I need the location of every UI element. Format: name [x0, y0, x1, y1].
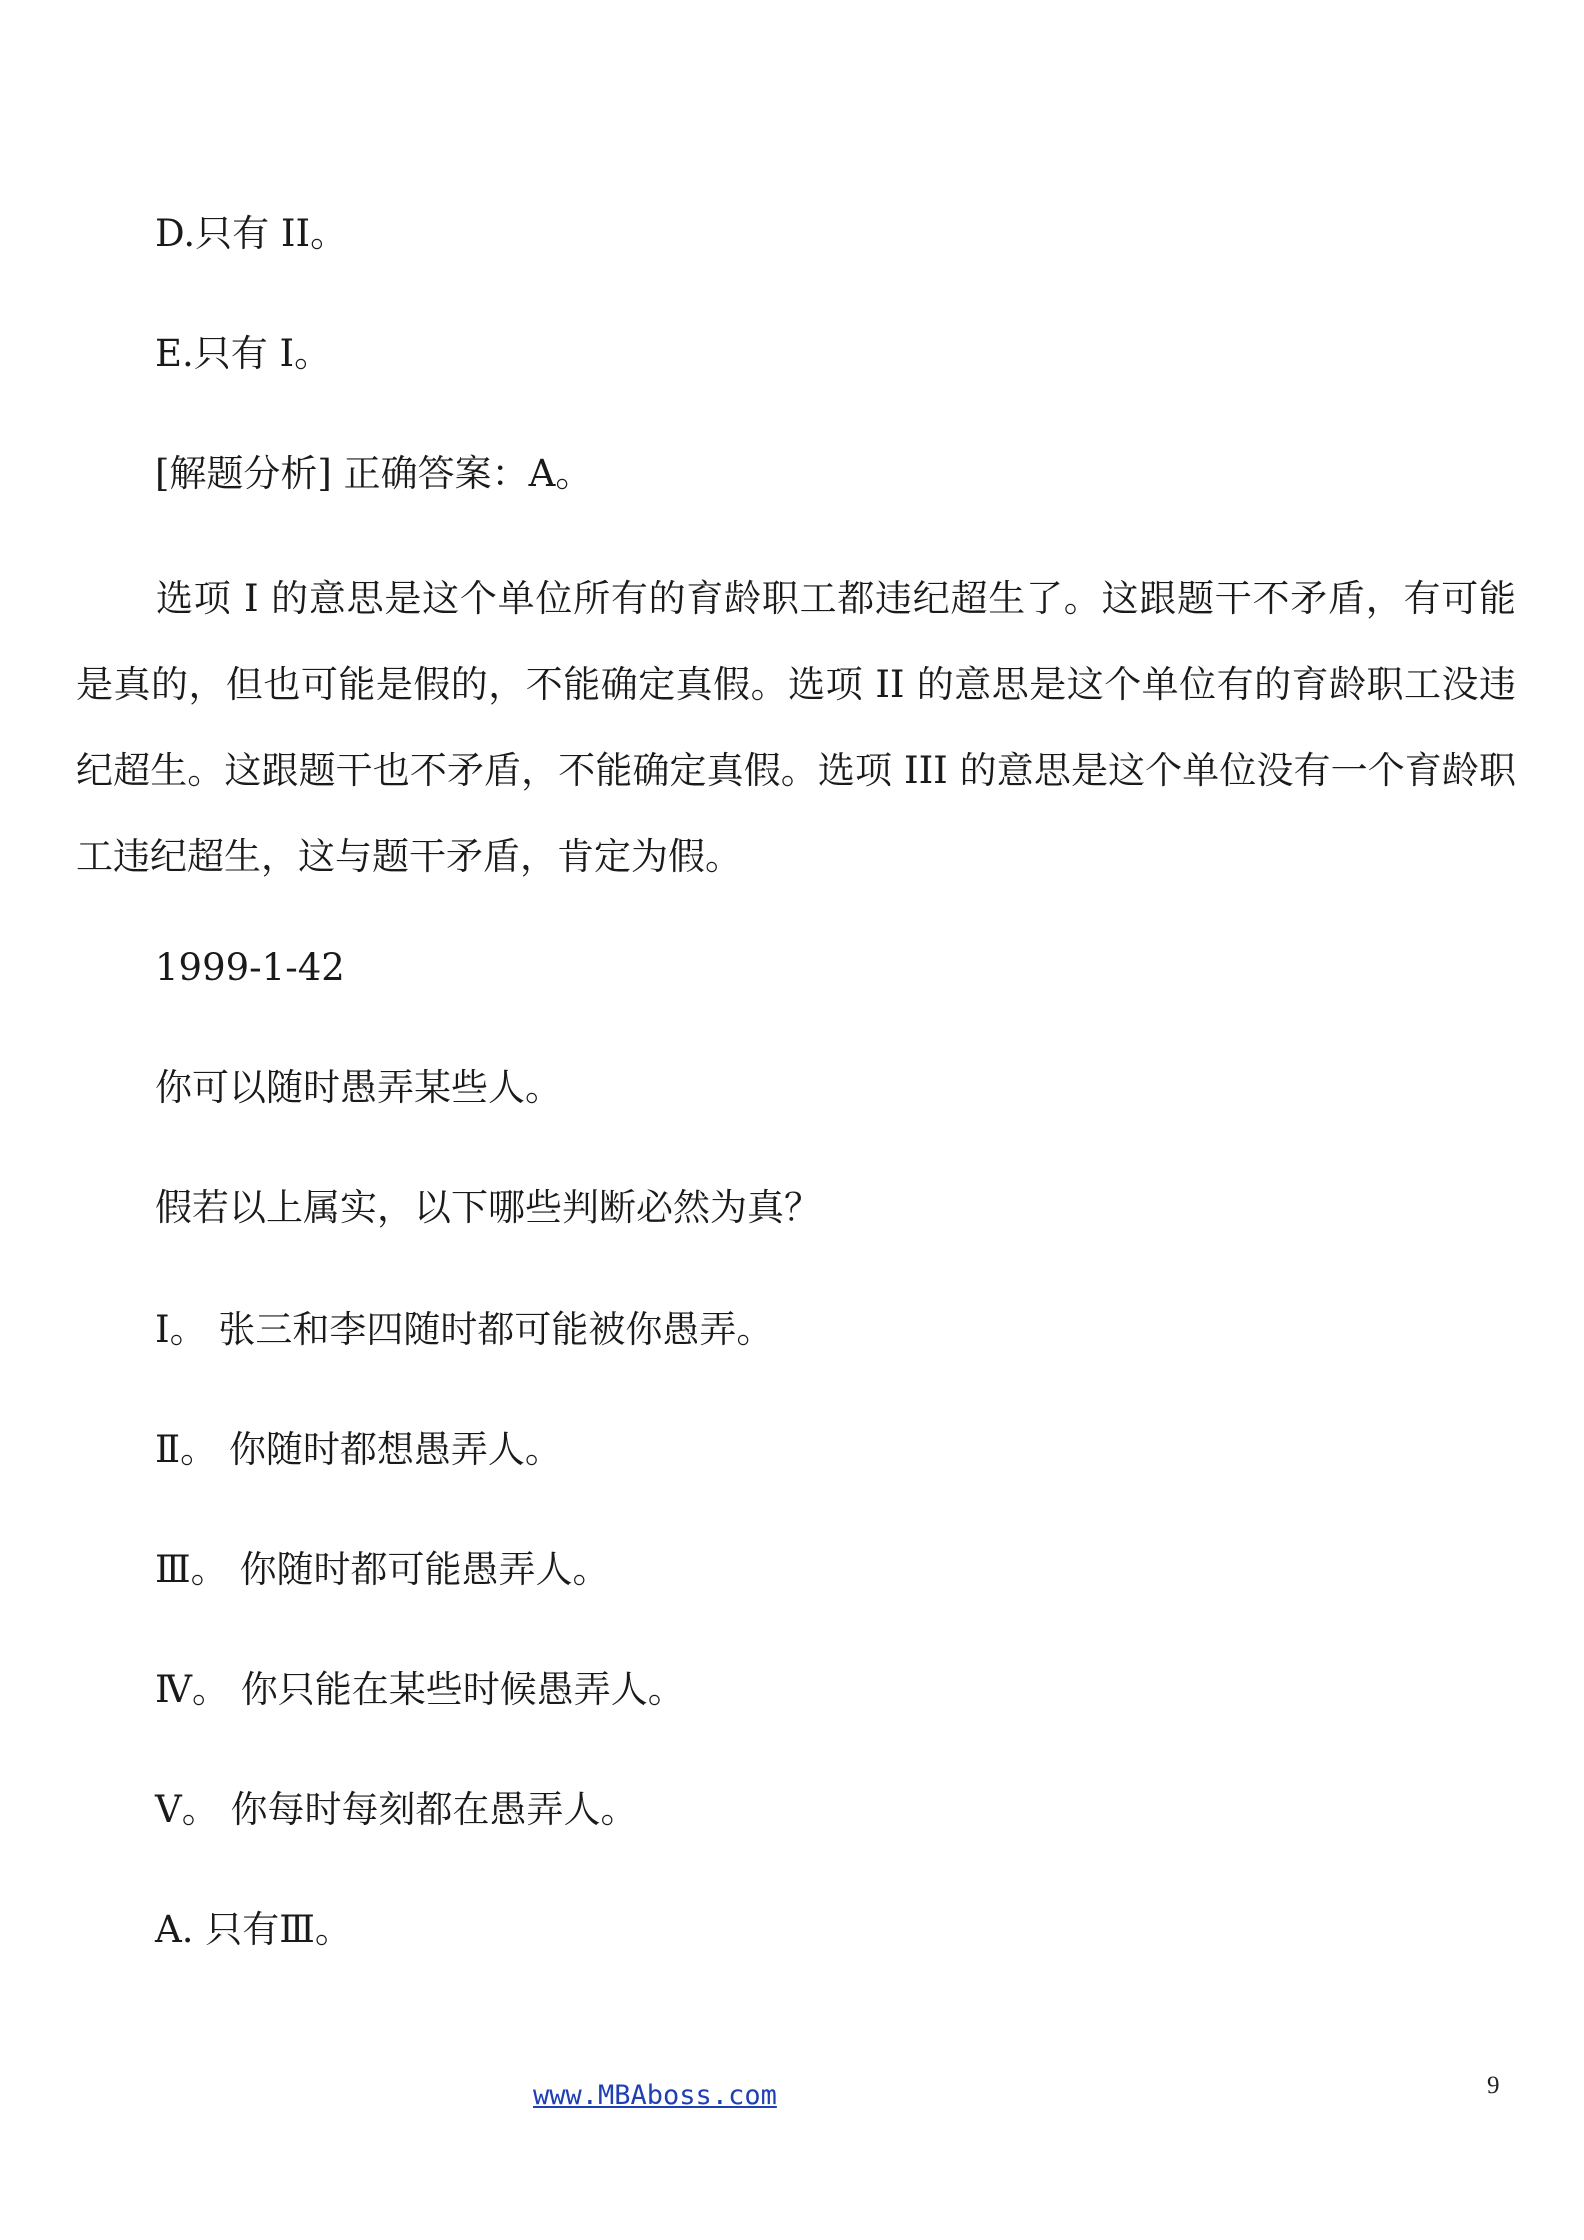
question-id: 1999-1-42: [155, 946, 345, 989]
analysis-body: 选项 I 的意思是这个单位所有的育龄职工都违纪超生了。这跟题干不矛盾，有可能是真的，但也可能是假的，不能确定真假。选项 II 的意思是这个单位有的育龄职工没违纪超生。这跟题干也不矛盾，不能确定真假。选项 III 的意思是这个单位没有一个育龄职工违纪超生，这与题干矛盾，肯定为假。: [76, 577, 1516, 878]
option-d: D.只有 II。: [155, 212, 348, 255]
statement-2: Ⅱ。 你随时都想愚弄人。: [155, 1428, 562, 1471]
option-e: E.只有 I。: [155, 332, 332, 375]
statement-4: Ⅳ。 你只能在某些时候愚弄人。: [155, 1668, 685, 1711]
statement-3: Ⅲ。 你随时都可能愚弄人。: [155, 1548, 610, 1591]
page-number: 9: [1487, 2072, 1500, 2099]
analysis-heading: [解题分析] 正确答案：A。: [155, 452, 593, 495]
question-premise: 你可以随时愚弄某些人。: [155, 1066, 562, 1109]
statement-1: Ⅰ。 张三和李四随时都可能被你愚弄。: [155, 1308, 774, 1351]
footer-website-link[interactable]: www.MBAboss.com: [533, 2080, 777, 2111]
question-prompt: 假若以上属实，以下哪些判断必然为真？: [155, 1186, 821, 1229]
option-a: A. 只有Ⅲ。: [155, 1908, 352, 1951]
statement-5: Ⅴ。 你每时每刻都在愚弄人。: [155, 1788, 638, 1831]
